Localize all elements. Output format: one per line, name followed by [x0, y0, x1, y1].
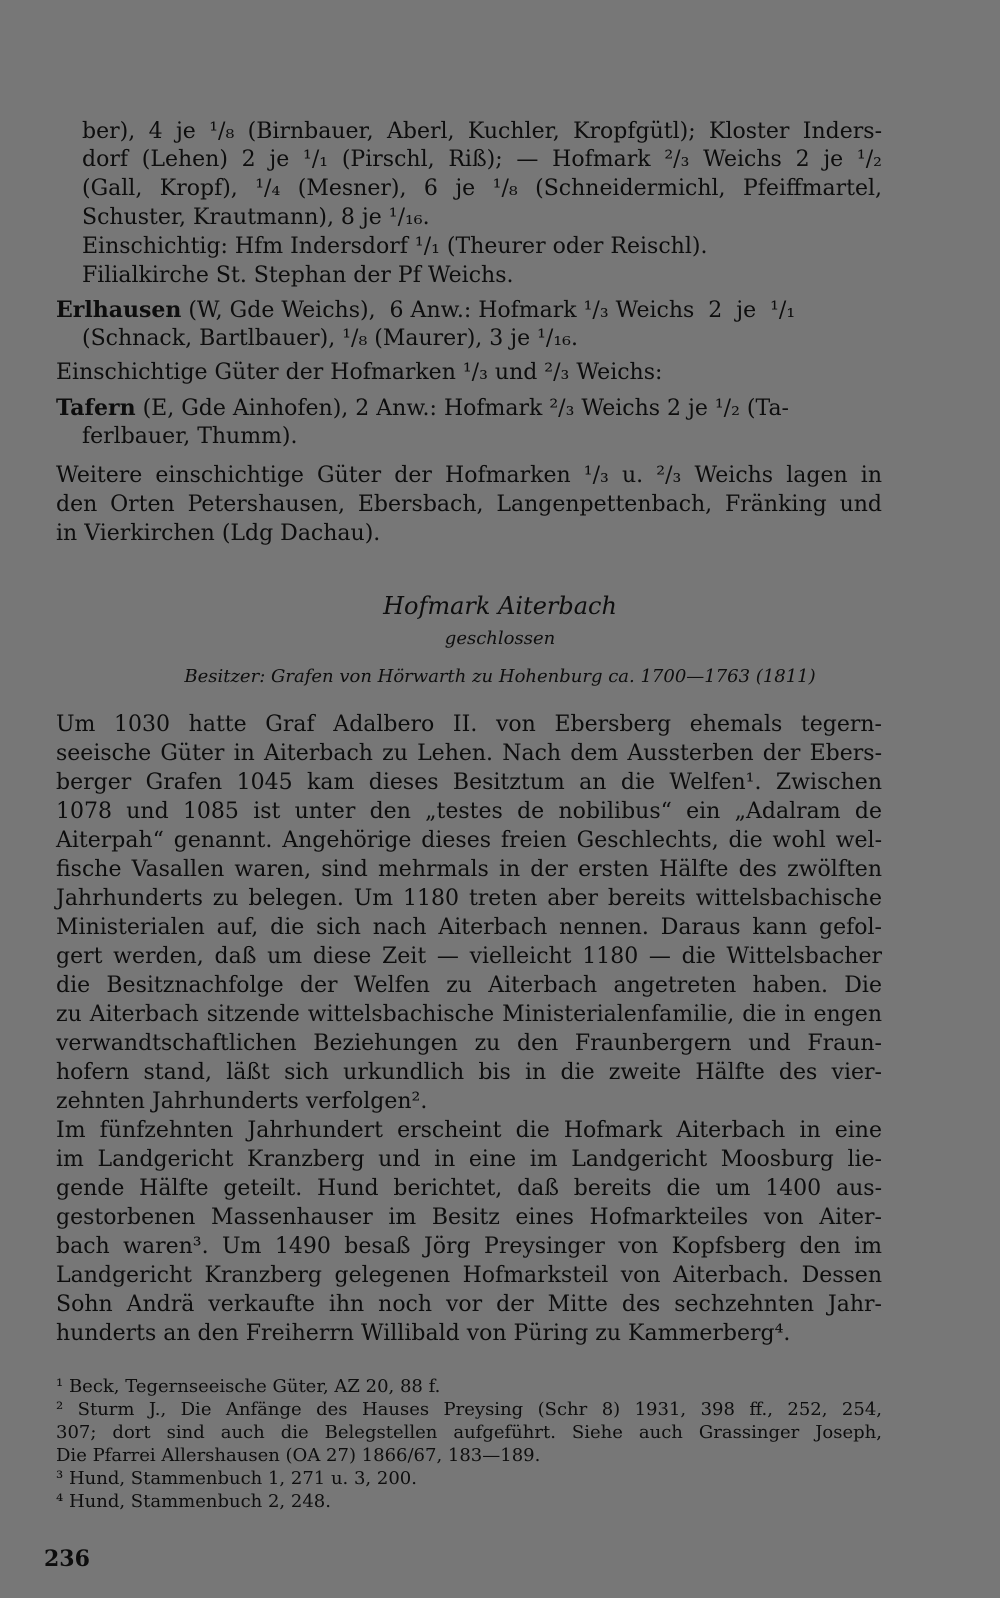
- body-line: verwandtschaftlichen Beziehungen zu den Fraunbergern und Fraun-: [56, 1031, 882, 1056]
- body-line: seeische Güter in Aiterbach zu Lehen. Nach dem Aussterben der Ebers-: [56, 741, 882, 766]
- place-name: Tafern: [56, 395, 136, 421]
- text-line: (E, Gde Ainhofen), 2 Anw.: Hofmark ²/₃ Weichs 2 je ¹/₂ (Ta-: [135, 396, 789, 421]
- section-status: geschlossen: [444, 628, 556, 649]
- text-line: Weitere einschichtige Güter der Hofmarken ¹/₃ u. ²/₃ Weichs lagen in: [56, 463, 882, 488]
- body-line: gende Hälfte geteilt. Hund berichtet, daß bereits die um 1400 aus-: [56, 1176, 882, 1201]
- section-title: Hofmark Aiterbach: [383, 592, 617, 620]
- body-line: gestorbenen Massenhauser im Besitz eines Hofmarkteiles von Aiter-: [56, 1205, 882, 1230]
- text-line: (Schnack, Bartlbauer), ¹/₈ (Maurer), 3 je ¹/₁₆.: [82, 326, 578, 351]
- text-line: in Vierkirchen (Ldg Dachau).: [56, 521, 381, 546]
- body-line: die Besitznachfolge der Welfen zu Aiterbach angetreten haben. Die: [56, 973, 882, 998]
- body-line: Um 1030 hatte Graf Adalbero II. von Ebersberg ehemals tegern-: [56, 712, 882, 737]
- body-line: Im fünfzehnten Jahrhundert erscheint die Hofmark Aiterbach in eine: [56, 1118, 882, 1143]
- body-line: gert werden, daß um diese Zeit — vielleicht 1180 — die Wittelsbacher: [56, 944, 882, 969]
- text-line: (W, Gde Weichs), 6 Anw.: Hofmark ¹/₃ Weichs 2 je ¹/₁: [181, 298, 796, 323]
- body-line: im Landgericht Kranzberg und in eine im Landgericht Moosburg lie-: [56, 1147, 882, 1172]
- text-line: (Gall, Kropf), ¹/₄ (Mesner), 6 je ¹/₈ (Schneidermichl, Pfeiffmartel,: [82, 176, 882, 201]
- text-line: Einschichtig: Hfm Indersdorf ¹/₁ (Theurer oder Reischl).: [82, 234, 708, 259]
- footnote: ⁴ Hund, Stammenbuch 2, 248.: [56, 1491, 331, 1512]
- body-line: Sohn Andrä verkaufte ihn noch vor der Mitte des sechzehnten Jahr-: [56, 1292, 882, 1317]
- body-line: fische Vasallen waren, sind mehrmals in der ersten Hälfte des zwölften: [56, 857, 882, 882]
- body-line: Ministerialen auf, die sich nach Aiterbach nennen. Daraus kann gefol-: [56, 915, 882, 940]
- body-line: zu Aiterbach sitzende wittelsbachische Ministerialenfamilie, die in engen: [56, 1002, 882, 1027]
- body-line: hofern stand, läßt sich urkundlich bis in die zweite Hälfte des vier-: [56, 1060, 882, 1085]
- body-line: bach waren³. Um 1490 besaß Jörg Preysinger von Kopfsberg den im: [56, 1234, 882, 1259]
- text-line: den Orten Petershausen, Ebersbach, Langenpettenbach, Fränking und: [56, 492, 882, 517]
- footnote: ³ Hund, Stammenbuch 1, 271 u. 3, 200.: [56, 1468, 417, 1489]
- text-line: Filialkirche St. Stephan der Pf Weichs.: [82, 263, 514, 288]
- body-line: Jahrhunderts zu belegen. Um 1180 treten aber bereits wittelsbachische: [56, 886, 882, 911]
- entry-tafern: [56, 394, 789, 423]
- body-line: hunderts an den Freiherrn Willibald von Püring zu Kammerberg⁴.: [56, 1321, 791, 1346]
- text-line: dorf (Lehen) 2 je ¹/₁ (Pirschl, Riß); — Hofmark ²/₃ Weichs 2 je ¹/₂: [82, 147, 882, 172]
- text-line: Einschichtige Güter der Hofmarken ¹/₃ und ²/₃ Weichs:: [56, 360, 663, 385]
- body-line: Aiterpah“ genannt. Angehörige dieses freien Geschlechts, die wohl wel-: [56, 828, 882, 853]
- footnote: Die Pfarrei Allershausen (OA 27) 1866/67, 183—189.: [56, 1445, 541, 1466]
- footnote: ¹ Beck, Tegernseeische Güter, AZ 20, 88 f.: [56, 1376, 441, 1397]
- body-line: 1078 und 1085 ist unter den „testes de nobilibus“ ein „Adalram de: [56, 799, 882, 824]
- text-line: ferlbauer, Thumm).: [82, 424, 298, 449]
- section-owner: Besitzer: Grafen von Hörwarth zu Hohenburg ca. 1700—1763 (1811): [184, 666, 816, 687]
- text-line: ber), 4 je ¹/₈ (Birnbauer, Aberl, Kuchler, Kropfgütl); Kloster Inders-: [82, 119, 882, 144]
- footnote: ² Sturm J., Die Anfänge des Hauses Preysing (Schr 8) 1931, 398 ff., 252, 254,: [56, 1399, 882, 1420]
- place-name: Erlhausen: [56, 297, 182, 323]
- footnote: 307; dort sind auch die Belegstellen aufgeführt. Siehe auch Grassinger Joseph,: [56, 1422, 882, 1443]
- body-line: berger Grafen 1045 kam dieses Besitztum an die Welfen¹. Zwischen: [56, 770, 882, 795]
- body-line: zehnten Jahrhunderts verfolgen².: [56, 1089, 428, 1114]
- body-line: Landgericht Kranzberg gelegenen Hofmarksteil von Aiterbach. Dessen: [56, 1263, 882, 1288]
- entry-erlhausen: [56, 296, 795, 325]
- page-number: 236: [44, 1546, 90, 1572]
- text-line: Schuster, Krautmann), 8 je ¹/₁₆.: [82, 205, 430, 230]
